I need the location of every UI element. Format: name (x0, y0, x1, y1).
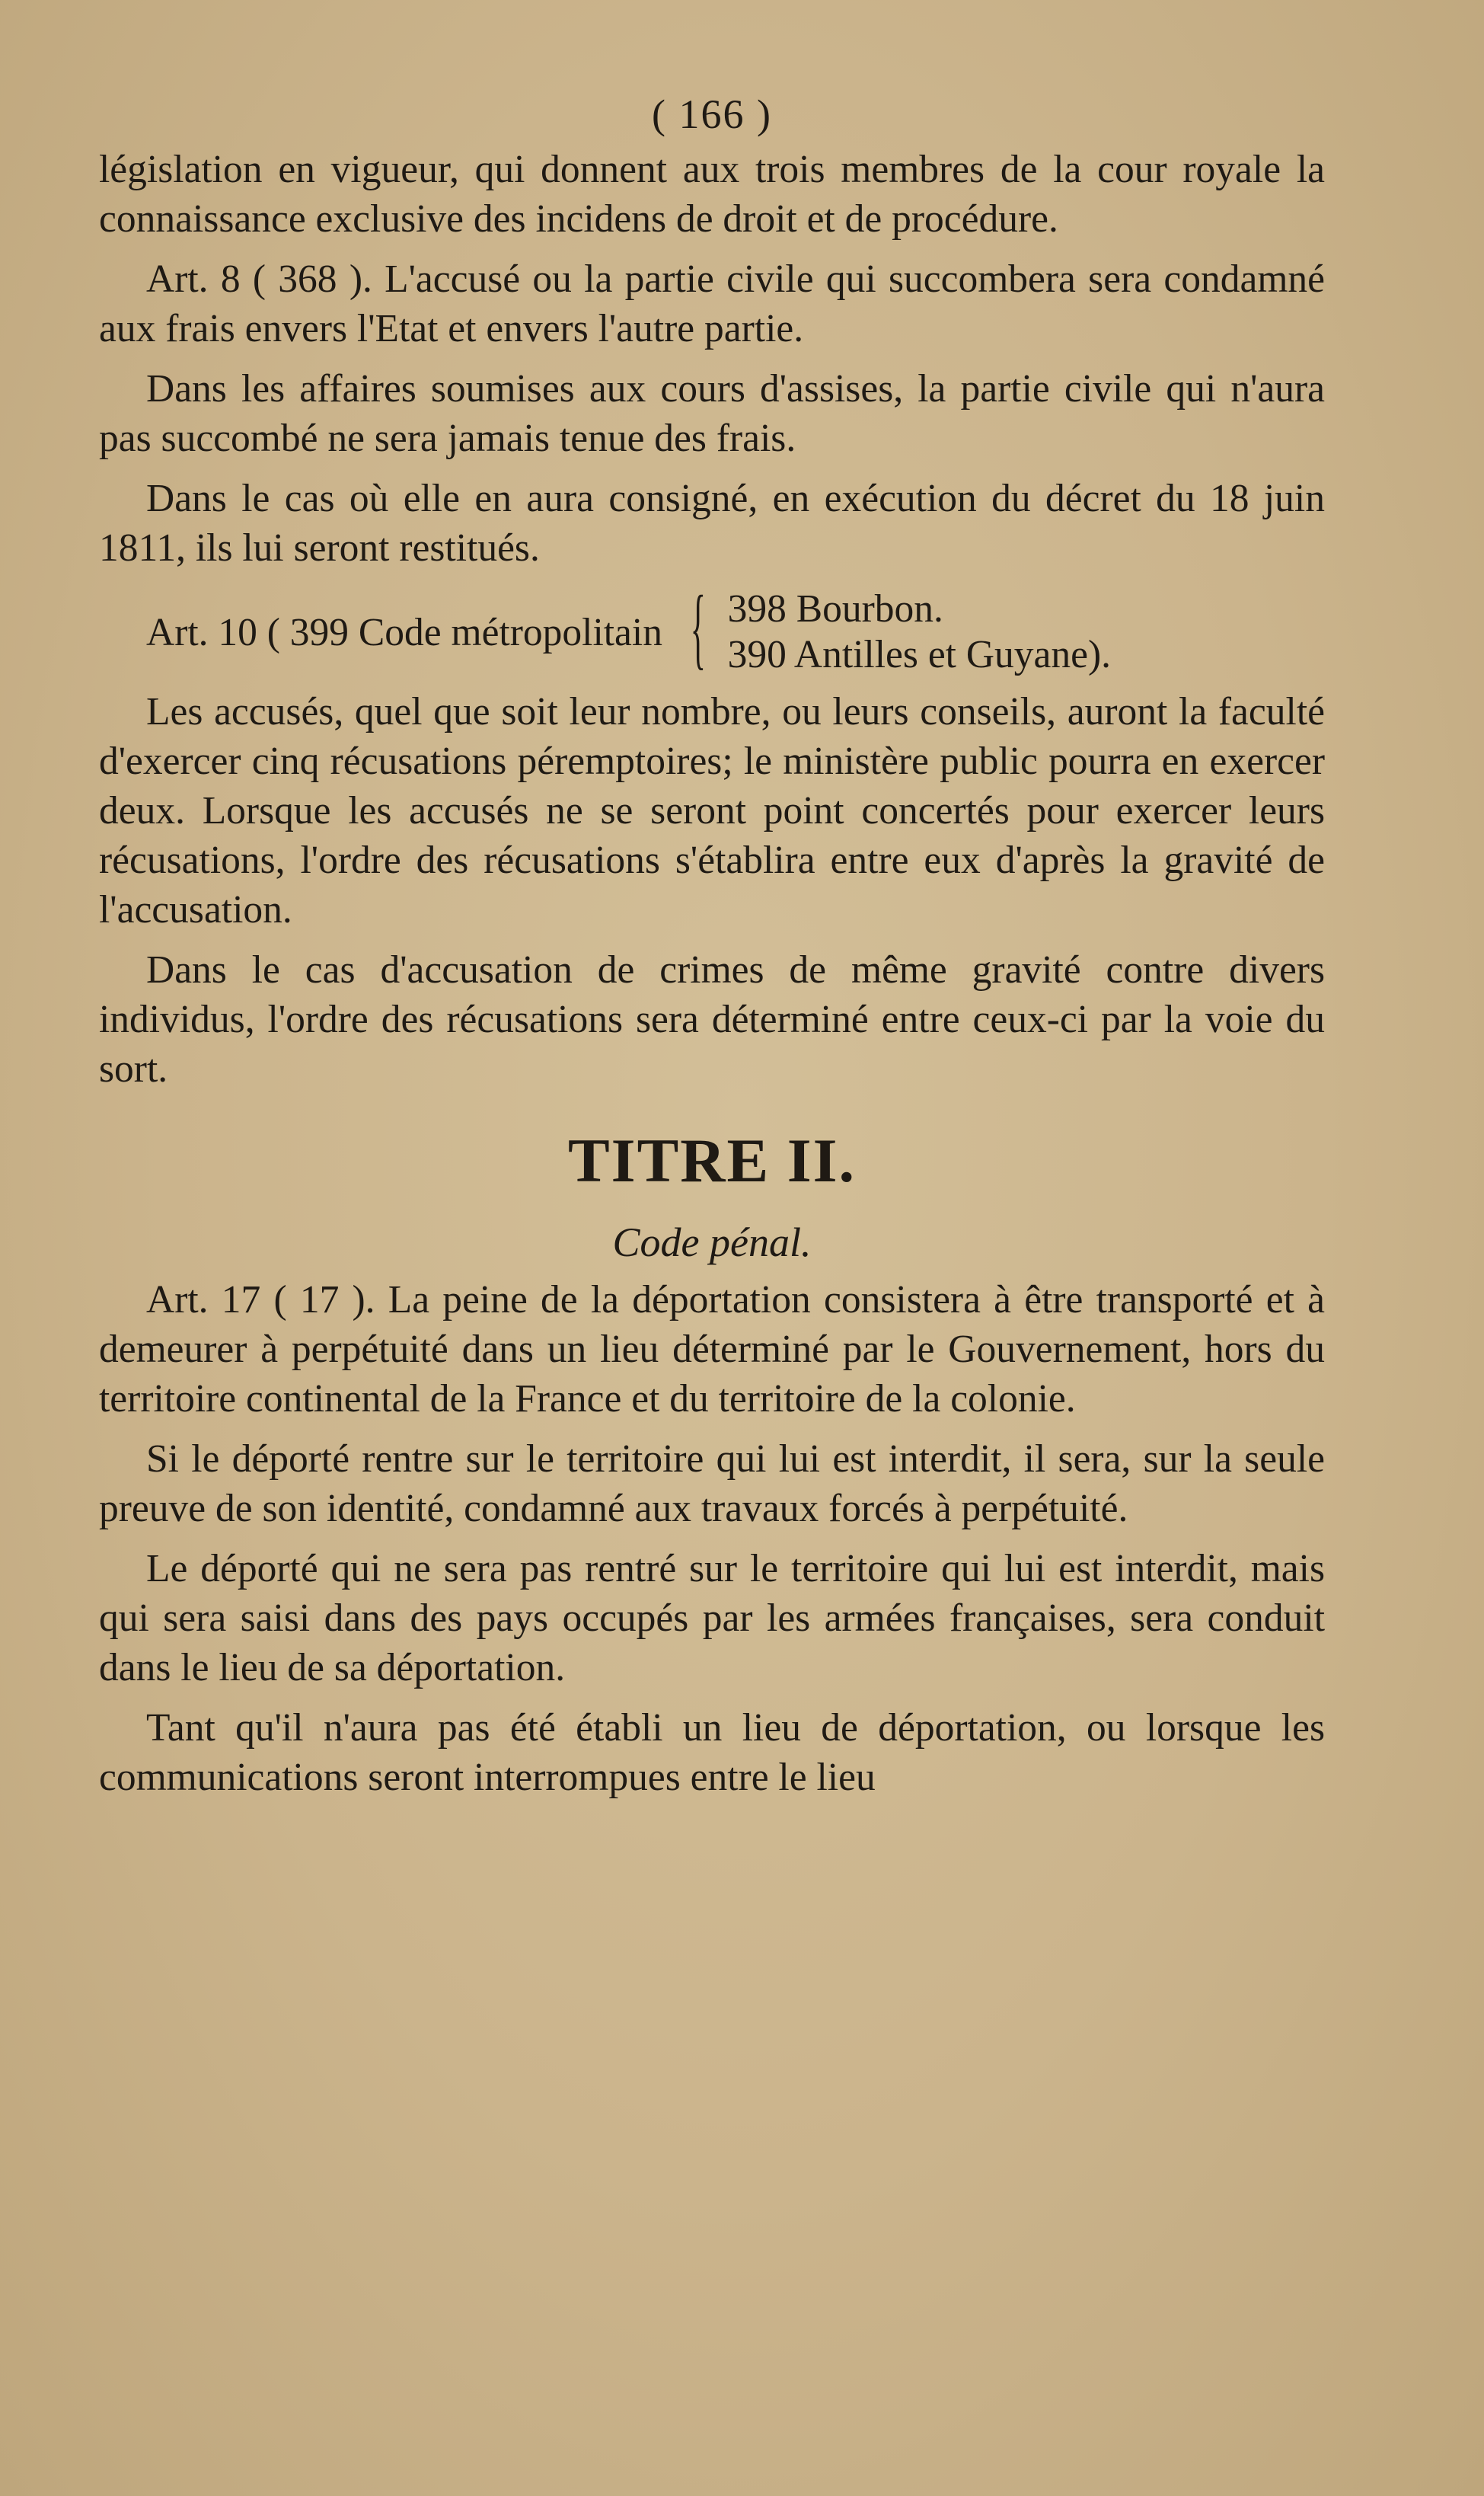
paragraph: Le déporté qui ne sera pas rentré sur le territoire qui lui est interdit, mais qui sera saisi dans des pays occupés par les armées françaises, sera conduit dans le lieu de sa déportation. (99, 1547, 1325, 1689)
paragraph: législation en vigueur, qui donnent aux trois membres de la cour royale la connaissance exclusive des incidens de droit et de procédure. (99, 148, 1325, 241)
paragraph: Dans le cas où elle en aura consigné, en exécution du décret du 18 juin 1811, ils lui seront restitués. (99, 477, 1325, 570)
paragraph-art17: Art. 17 ( 17 ). La peine de la déportation consistera à être transporté et à demeurer à perpétuité dans un lieu déterminé par le Gouvernement, hors du territoire continental de la France et du territoire de la colonie. (99, 1278, 1325, 1421)
paragraph: Tant qu'il n'aura pas été établi un lieu de déportation, ou lorsque les communications seront interrompues entre le lieu (99, 1706, 1325, 1799)
paragraph: Les accusés, quel que soit leur nombre, ou leurs conseils, auront la faculté d'exercer cinq récusations péremptoires; le ministère public pourra en exercer deux. Lorsque les accusés ne se seront point concertés pour exercer leurs récusations, l'ordre des récusations s'établira entre eux d'après la gravité de l'accusation. (99, 690, 1325, 932)
brace-icon: { (690, 577, 706, 678)
paragraph: Dans le cas d'accusation de crimes de même gravité contre divers individus, l'ordre des récusations sera déterminé entre ceux-ci par la voie du sort. (99, 948, 1325, 1091)
article-10-heading (99, 577, 1325, 681)
paragraph-art8: Art. 8 ( 368 ). L'accusé ou la partie civile qui succombera sera condamné aux frais envers l'Etat et envers l'autre partie. (99, 257, 1325, 350)
article-10-lead: Art. 10 ( 399 Code métropolitain (146, 610, 662, 654)
section-subtitle: Code pénal. (612, 1219, 812, 1265)
section-title: TITRE II. (567, 1126, 857, 1195)
paragraph: Si le déporté rentre sur le territoire qui lui est interdit, il sera, sur la seule preuve de son identité, condamné aux travaux forcés à perpétuité. (99, 1437, 1325, 1530)
article-10-variants (728, 586, 1111, 678)
article-10-variant: 390 Antilles et Guyane). (727, 633, 1112, 676)
book-page (99, 84, 1325, 1813)
paragraph: Dans les affaires soumises aux cours d'assises, la partie civile qui n'aura pas succombé ne sera jamais tenue des frais. (99, 367, 1325, 460)
page-number: ( 166 ) (652, 91, 772, 137)
article-10-variant: 398 Bourbon. (727, 587, 943, 631)
